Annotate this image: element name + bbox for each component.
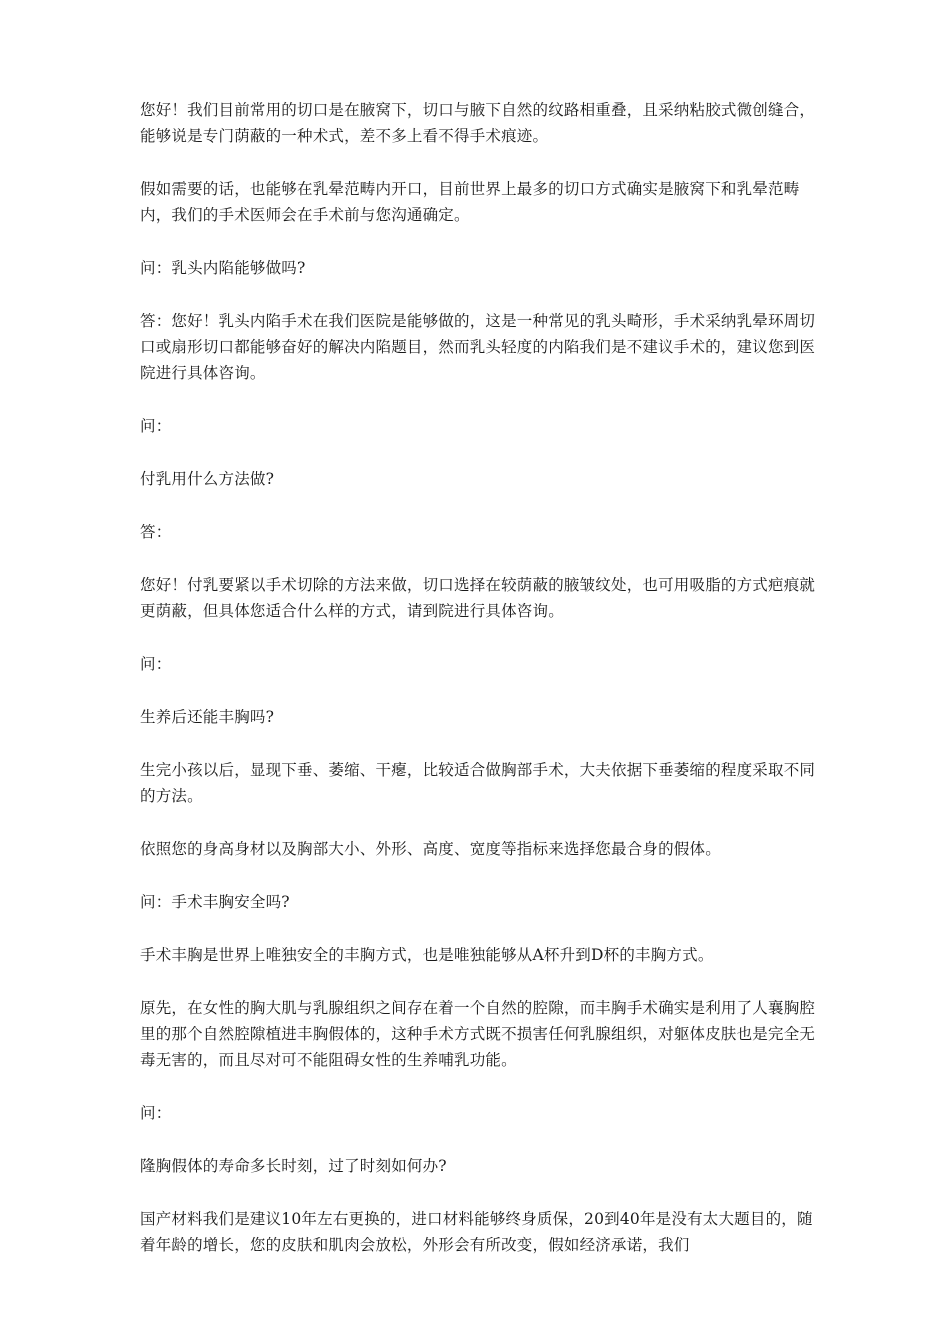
paragraph-implant-selection: 依照您的身高身材以及胸部大小、外形、高度、宽度等指标来选择您最合身的假体。: [140, 840, 721, 858]
answer-implant-lifespan: 国产材料我们是建议10年左右更换的，进口材料能够终身质保，20到40年是没有太大题目的，随着年龄的增长，您的皮肤和肌肉会放松，外形会有所改变，假如经济承诺，我们: [140, 1210, 813, 1254]
answer-accessory-breast: 您好！付乳要紧以手术切除的方法来做，切口选择在较荫蔽的腋皱纹处，也可用吸脂的方式疤痕就更荫蔽，但具体您适合什么样的方式，请到院进行具体咨询。: [140, 576, 816, 620]
document-body: [140, 97, 820, 1285]
answer-inverted-nipple: 答：您好！乳头内陷手术在我们医院是能够做的，这是一种常见的乳头畸形，手术采纳乳晕环周切口或扇形切口都能够奋好的解决内陷题目，然而乳头轻度的内陷我们是不建议手术的，建议您到医院进行具体咨询。: [140, 312, 816, 382]
question-label: 问：: [140, 1104, 172, 1122]
question-inverted-nipple: 问：乳头内陷能够做吗?: [140, 259, 306, 277]
question-surgery-safety: 问：手术丰胸安全吗?: [140, 893, 290, 911]
answer-surgery-safety: 手术丰胸是世界上唯独安全的丰胸方式，也是唯独能够从A杯升到D杯的丰胸方式。: [140, 946, 714, 964]
answer-after-childbirth: 生完小孩以后，显现下垂、萎缩、干瘪，比较适合做胸部手术，大夫依据下垂萎缩的程度采取不同的方法。: [140, 761, 816, 805]
question-implant-lifespan: 隆胸假体的寿命多长时刻，过了时刻如何办?: [140, 1157, 447, 1175]
question-label: 问：: [140, 417, 172, 435]
answer-label: 答：: [140, 523, 172, 541]
question-accessory-breast: 付乳用什么方法做?: [140, 470, 275, 488]
paragraph-natural-cavity: 原先，在女性的胸大肌与乳腺组织之间存在着一个自然的腔隙，而丰胸手术确实是利用了人襄胸腔里的那个自然腔隙植进丰胸假体的，这种手术方式既不损害任何乳腺组织，对躯体皮肤也是完全无毒无害的，而且尽对可不能阻碍女性的生养哺乳功能。: [140, 999, 816, 1069]
question-label: 问：: [140, 655, 172, 673]
paragraph-areola-incision: 假如需要的话，也能够在乳晕范畴内开口，目前世界上最多的切口方式确实是腋窝下和乳晕范畴内，我们的手术医师会在手术前与您沟通确定。: [140, 180, 800, 224]
paragraph-incision-answer: 您好！我们目前常用的切口是在腋窝下，切口与腋下自然的纹路相重叠，且采纳粘胶式微创缝合，能够说是专门荫蔽的一种术式，差不多上看不得手术痕迹。: [140, 101, 816, 145]
question-after-childbirth: 生养后还能丰胸吗?: [140, 708, 275, 726]
